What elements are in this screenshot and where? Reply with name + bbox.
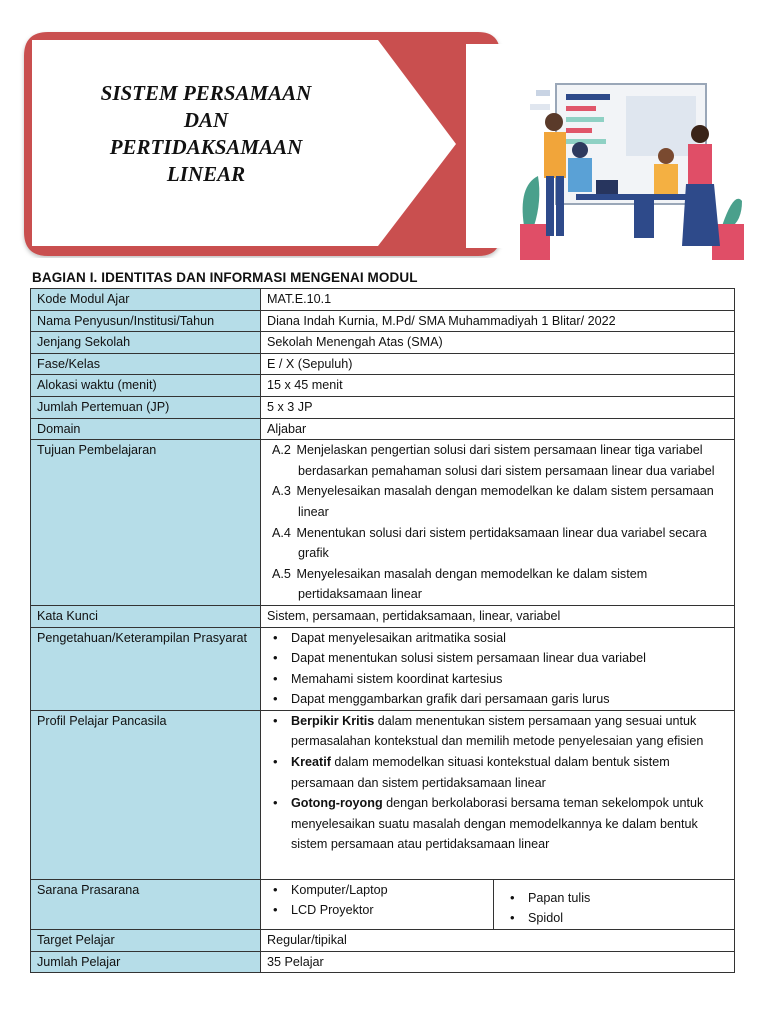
row-value: Aljabar — [261, 418, 735, 440]
table-row — [31, 440, 735, 606]
table-row — [31, 353, 735, 375]
objective-text: Menyelesaikan masalah dengan memodelkan ke dalam sistem persamaan — [296, 484, 714, 499]
row-label: Fase/Kelas — [31, 353, 261, 375]
row-label: Jumlah Pertemuan (JP) — [31, 396, 261, 418]
objective-text-continued: linear — [298, 504, 329, 519]
row-value: MAT.E.10.1 — [261, 289, 735, 311]
objective-item — [272, 564, 728, 605]
profile-item-title: Gotong-royong — [291, 796, 383, 811]
list-item: • Spidol — [528, 908, 590, 929]
facilities-column-1 — [261, 880, 494, 929]
objective-code: A.2 — [272, 443, 291, 458]
table-row — [31, 396, 735, 418]
row-label: Kode Modul Ajar — [31, 289, 261, 311]
objective-item — [272, 481, 728, 522]
table-row — [31, 710, 735, 879]
table-row — [31, 332, 735, 354]
table-row — [31, 879, 735, 929]
table-row — [31, 951, 735, 973]
objective-text: Menentukan solusi dari sistem pertidaksamaan linear dua variabel secara — [296, 525, 707, 540]
table-row — [31, 375, 735, 397]
profile-item-text: dalam menentukan sistem persamaan yang sesuai untuk permasalahan kontekstual dan memilih metode penyelesaian yang efisien — [291, 713, 704, 749]
objective-code: A.5 — [272, 566, 291, 581]
row-label: Profil Pelajar Pancasila — [31, 710, 261, 879]
facilities-column-2 — [494, 880, 590, 929]
row-value: Diana Indah Kurnia, M.Pd/ SMA Muhammadiyah 1 Blitar/ 2022 — [261, 310, 735, 332]
table-row — [31, 605, 735, 627]
profile-item-text: dalam memodelkan situasi kontekstual dalam bentuk sistem persamaan dan sistem pertidaksamaan linear — [291, 755, 670, 790]
list-item: • LCD Proyektor — [291, 900, 493, 921]
row-value: 5 x 3 JP — [261, 396, 735, 418]
profile-item — [291, 711, 728, 752]
row-value: Sistem, persamaan, pertidaksamaan, linear, variabel — [261, 605, 735, 627]
row-label: Kata Kunci — [31, 605, 261, 627]
row-label: Alokasi waktu (menit) — [31, 375, 261, 397]
profile-item-title: Berpikir Kritis — [291, 713, 375, 728]
module-identity-table — [30, 288, 735, 973]
objective-text-continued: berdasarkan pemahaman solusi dari sistem persamaan linear dua variabel — [298, 463, 715, 478]
list-item: • Dapat menyelesaikan aritmatika sosial — [291, 628, 728, 649]
objective-code: A.3 — [272, 484, 291, 499]
list-item: • Dapat menentukan solusi sistem persamaan linear dua variabel — [291, 648, 728, 669]
profile-item — [291, 793, 728, 855]
table-row — [31, 930, 735, 952]
table-row — [31, 418, 735, 440]
row-label: Pengetahuan/Keterampilan Prasyarat — [31, 627, 261, 710]
row-label: Nama Penyusun/Institusi/Tahun — [31, 310, 261, 332]
prerequisites-cell — [261, 627, 735, 710]
banner-title: SISTEM PERSAMAAN DAN PERTIDAKSAMAAN LINEAR — [100, 81, 312, 186]
objective-text-continued: pertidaksamaan linear — [298, 587, 422, 602]
team-meeting-illustration — [516, 76, 746, 266]
objective-text: Menjelaskan pengertian solusi dari sistem persamaan linear tiga variabel — [296, 443, 703, 458]
row-value: Regular/tipikal — [261, 930, 735, 952]
profile-item-title: Kreatif — [291, 755, 331, 770]
profile-item — [291, 752, 728, 793]
title-banner — [18, 30, 508, 258]
table-row — [31, 627, 735, 710]
section-heading: BAGIAN I. IDENTITAS DAN INFORMASI MENGENAI MODUL — [32, 270, 418, 285]
row-label: Tujuan Pembelajaran — [31, 440, 261, 606]
objective-item — [272, 523, 728, 564]
objective-text-continued: grafik — [298, 546, 329, 561]
row-label: Sarana Prasarana — [31, 879, 261, 929]
list-item: • Memahami sistem koordinat kartesius — [291, 669, 728, 690]
row-value: 35 Pelajar — [261, 951, 735, 973]
table-row — [31, 289, 735, 311]
list-item: • Komputer/Laptop — [291, 880, 493, 901]
objective-item — [272, 440, 728, 481]
list-item: • Papan tulis — [528, 888, 590, 909]
objective-text: Menyelesaikan masalah dengan memodelkan ke dalam sistem — [296, 566, 648, 581]
row-label: Jenjang Sekolah — [31, 332, 261, 354]
table-row — [31, 310, 735, 332]
profile-item-text: dengan berkolaborasi bersama teman sekelompok untuk menyelesaikan suatu masalah dengan memodelkannya ke dalam bentuk sistem persamaan atau pertidaksamaan linear — [291, 796, 704, 852]
row-label: Target Pelajar — [31, 930, 261, 952]
row-value: E / X (Sepuluh) — [261, 353, 735, 375]
facilities-cell — [261, 879, 735, 929]
objective-code: A.4 — [272, 525, 291, 540]
learning-objectives-cell — [261, 440, 735, 606]
row-value: Sekolah Menengah Atas (SMA) — [261, 332, 735, 354]
list-item: • Dapat menggambarkan grafik dari persamaan garis lurus — [291, 689, 728, 710]
pancasila-profile-cell — [261, 710, 735, 879]
row-label: Domain — [31, 418, 261, 440]
row-label: Jumlah Pelajar — [31, 951, 261, 973]
row-value: 15 x 45 menit — [261, 375, 735, 397]
